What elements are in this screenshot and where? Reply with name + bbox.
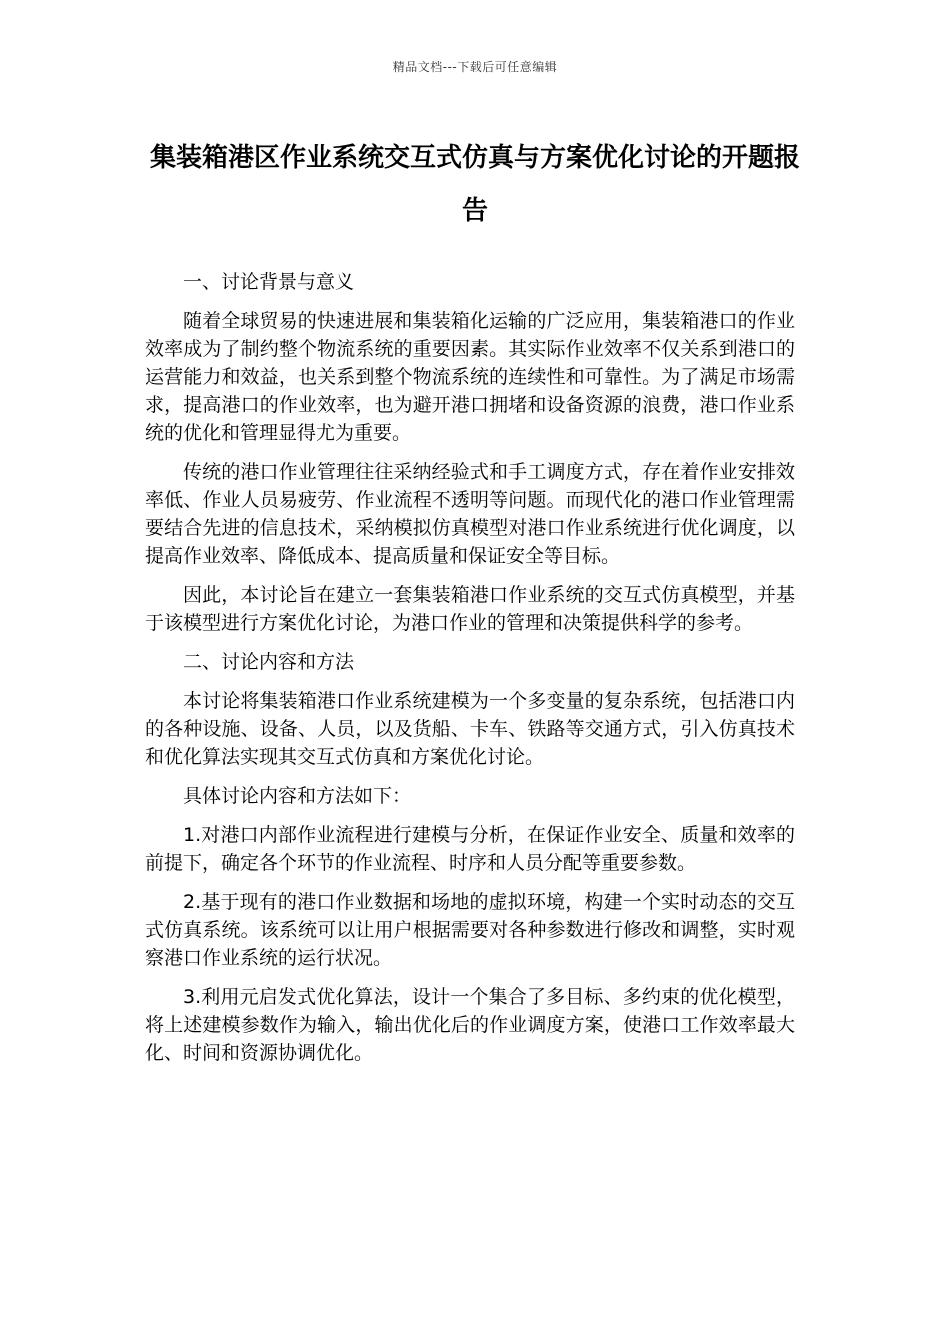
- section-heading-background: 一、讨论背景与意义: [183, 271, 355, 293]
- paragraph-content-1: 本讨论将集装箱港口作业系统建模为一个多变量的复杂系统，包括港口内的各种设施、设备、人员，以及货船、卡车、铁路等交通方式，引入仿真技术和优化算法实现其交互式仿真和方案优化讨论。: [145, 690, 795, 768]
- paragraph-background-1: 随着全球贸易的快速进展和集装箱化运输的广泛应用，集装箱港口的作业效率成为了制约整个物流系统的重要因素。其实际作业效率不仅关系到港口的运营能力和效益，也关系到整个物流系统的连续性和可靠性。为了满足市场需求，提高港口的作业效率，也为避开港口拥堵和设备资源的浪费，港口作业系统的优化和管理显得尤为重要。: [145, 310, 795, 444]
- document-title: 集装箱港区作业系统交互式仿真与方案优化讨论的开题报告: [149, 143, 800, 226]
- paragraph-content-intro: 具体讨论内容和方法如下：: [183, 785, 412, 807]
- list-item-method-2: 2.基于现有的港口作业数据和场地的虚拟环境，构建一个实时动态的交互式仿真系统。该系统可以让用户根据需要对各种参数进行修改和调整，实时观察港口作业系统的运行状况。: [145, 891, 795, 969]
- document-body: [145, 268, 795, 1078]
- list-item-method-1: 1.对港口内部作业流程进行建模与分析，在保证作业安全、质量和效率的前提下，确定各个环节的作业流程、时序和人员分配等重要参数。: [145, 824, 795, 874]
- section-heading-content-methods: 二、讨论内容和方法: [183, 651, 355, 673]
- paragraph-background-2: 传统的港口作业管理往往采纳经验式和手工调度方式，存在着作业安排效率低、作业人员易疲劳、作业流程不透明等问题。而现代化的港口作业管理需要结合先进的信息技术，采纳模拟仿真模型对港口作业系统进行优化调度，以提高作业效率、降低成本、提高质量和保证安全等目标。: [145, 461, 795, 567]
- header-note: 精品文档---下载后可任意编辑: [392, 60, 558, 74]
- paragraph-background-3: 因此，本讨论旨在建立一套集装箱港口作业系统的交互式仿真模型，并基于该模型进行方案优化讨论，为港口作业的管理和决策提供科学的参考。: [145, 584, 795, 634]
- list-item-method-3: 3.利用元启发式优化算法，设计一个集合了多目标、多约束的优化模型，将上述建模参数作为输入，输出优化后的作业调度方案，使港口工作效率最大化、时间和资源协调优化。: [145, 986, 795, 1064]
